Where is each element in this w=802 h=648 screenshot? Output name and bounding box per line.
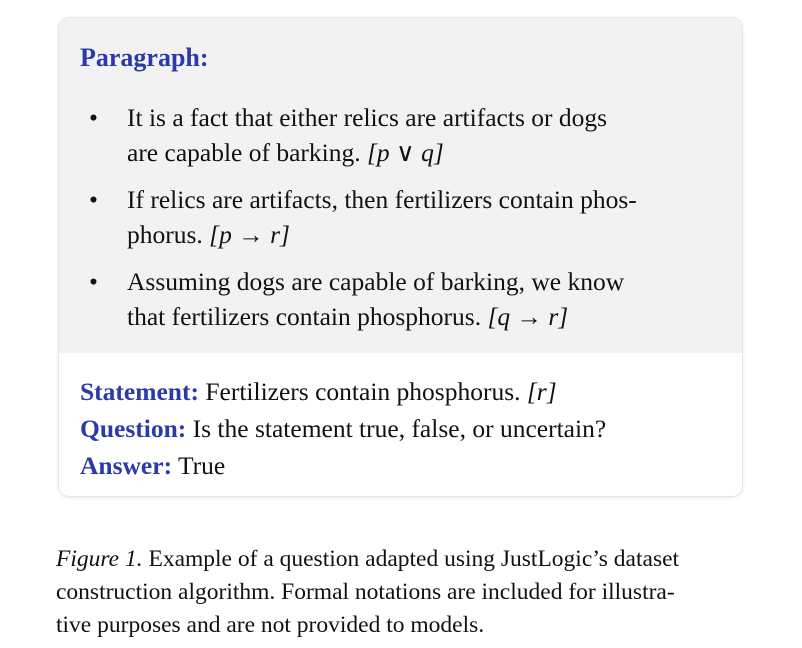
question-text: Is the statement true, false, or uncertain? xyxy=(192,414,607,443)
answer-text: True xyxy=(178,451,226,480)
premise-line: If relics are artifacts, then fertilizers contain phos- xyxy=(127,185,637,214)
premise-line-text: phorus. xyxy=(127,220,210,249)
caption-text: Example of a question adapted using JustLogic’s dataset xyxy=(142,546,680,572)
answer-label: Answer: xyxy=(80,451,173,480)
premise-line xyxy=(127,217,717,252)
caption-label: Figure 1. xyxy=(56,546,143,572)
caption-line xyxy=(56,543,756,576)
bullet-dot-icon: • xyxy=(89,103,98,132)
paragraph-panel xyxy=(59,18,742,353)
premise-notation: [q → r] xyxy=(487,302,569,331)
premise-line-text: that fertilizers contain phosphorus. xyxy=(127,302,488,331)
paragraph-heading: Paragraph: xyxy=(80,43,209,72)
example-card xyxy=(59,18,742,496)
statement-label: Statement: xyxy=(80,377,199,406)
premise-notation: [p ∨ q] xyxy=(367,138,444,167)
premise-text xyxy=(127,264,717,334)
question-label: Question: xyxy=(80,414,187,443)
question-line xyxy=(80,410,730,447)
premise-text xyxy=(127,100,717,170)
figure-caption xyxy=(56,543,756,642)
statement-line xyxy=(80,373,730,410)
bullet-dot-icon: • xyxy=(89,267,98,296)
premise-line: It is a fact that either relics are artifacts or dogs xyxy=(127,103,608,132)
qa-section xyxy=(80,373,730,484)
premise-line-text: are capable of barking. xyxy=(127,138,367,167)
premise-notation: [p → r] xyxy=(209,220,290,249)
premise-line xyxy=(127,135,717,170)
premise-line: Assuming dogs are capable of barking, we know xyxy=(127,267,625,296)
answer-line xyxy=(80,447,730,484)
statement-text: Fertilizers contain phosphorus. xyxy=(205,377,527,406)
premise-line xyxy=(127,299,717,334)
bullet-dot-icon: • xyxy=(89,185,98,214)
caption-line: tive purposes and are not provided to models. xyxy=(56,612,485,638)
caption-line: construction algorithm. Formal notations are included for illustra- xyxy=(56,579,675,605)
premise-text xyxy=(127,182,717,252)
statement-notation: [r] xyxy=(526,377,557,406)
